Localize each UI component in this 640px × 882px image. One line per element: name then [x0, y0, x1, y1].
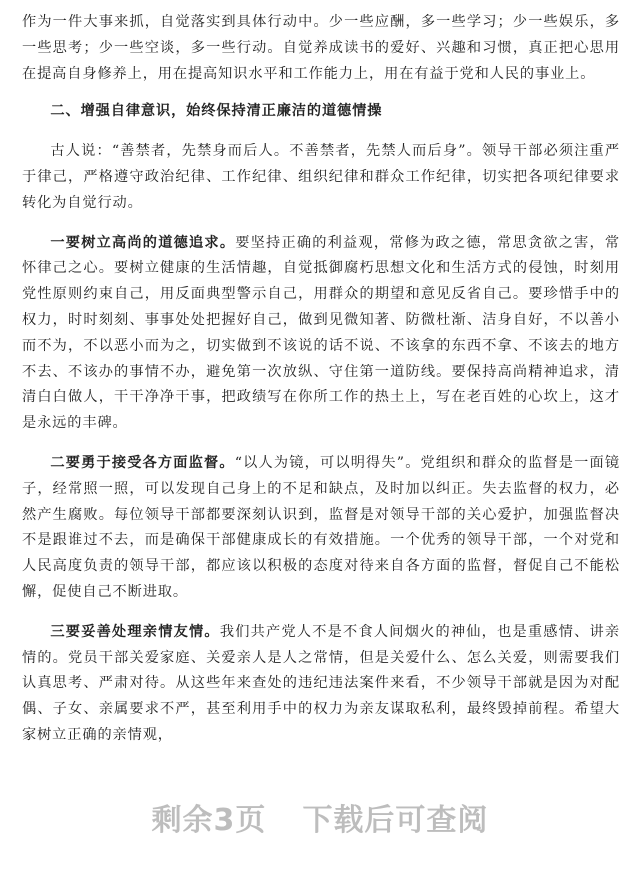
paragraph-body-supervision: “以人为镜，可以明得失”。党组织和群众的监督是一面镜子，经常照一照，可以发现自己身上的不足和缺点，及时加以纠正。失去监督的权力，必然产生腐败。每位领导干部都要深刻认识到，监督是对领导干部的关心爱护，加强监督决不是跟谁过不去，而是确保干部健康成长的有效措施。一个优秀的领导干部，一个对党和人民高度负责的领导干部，都应该以积极的态度对待来自各方面的监督，督促自己不能松懈，促使自己不断进取。 — [22, 454, 620, 600]
paragraph-moral-pursuit — [22, 231, 620, 437]
paragraph-study: 作为一件大事来抓，自觉落实到具体行动中。少一些应酬，多一些学习；少一些娱乐，多一些思考；少一些空谈，多一些行动。自觉养成读书的爱好、兴趣和习惯，真正把心思用在提高自身修养上，用在提高知识水平和工作能力上，用在有益于党和人民的事业上。 — [22, 14, 620, 82]
paragraph-body-family: 我们共产党人不是不食人间烟火的神仙，也是重感情、讲亲情的。党员干部关爱家庭、关爱亲人是人之常情，但是关爱什么、怎么关爱，则需要我们认真思考、严肃对待。从这些年来查处的违纪违法案件来看，不少领导干部就是因为对配偶、子女、亲属要求不严，甚至利用手中的权力为亲友谋取私利，最终毁掉前程。希望大家树立正确的亲情观， — [22, 623, 620, 743]
paragraph-ancient-saying: 古人说：“善禁者，先禁身而后人。不善禁者，先禁人而后身”。领导干部必须注重严于律己，严格遵守政治纪律、工作纪律、组织纪律和群众工作纪律，切实把各项纪律要求转化为自觉行动。 — [22, 143, 620, 211]
download-prompt-banner[interactable] — [0, 795, 640, 839]
remaining-pages-label: 剩余3页 — [151, 803, 267, 838]
paragraph-lead-family: 三要妥善处理亲情友情。 — [50, 623, 220, 640]
download-to-view-label: 下载后可查阅 — [302, 803, 489, 838]
paragraph-body-moral: 要坚持正确的利益观，常修为政之德，常思贪欲之害，常怀律己之心。要树立健康的生活情趣，自觉抵御腐朽思想文化和生活方式的侵蚀，时刻用党性原则约束自己，用反面典型警示自己，用群众的期望和意见反省自己。要珍惜手中的权力，时时刻刻、事事处处把握好自己，做到见微知著、防微杜渐、洁身自好，不以善小而不为，不以恶小而为之，切实做到不该说的话不说、不该拿的东西不拿、不该去的地方不去、不该办的事情不办，避免第一次放纵、守住第一道防线。要保持高尚精神追求，清清白白做人，干干净净干事，把政绩写在你所工作的热土上，写在老百姓的心坎上，这才是永远的丰碑。 — [22, 234, 620, 432]
paragraph-lead-supervision: 二要勇于接受各方面监督。 — [50, 454, 235, 471]
paragraph-lead-moral: 一要树立高尚的道德追求。 — [50, 234, 236, 251]
document-body — [22, 10, 620, 763]
paragraph-supervision — [22, 451, 620, 606]
section-heading-self-discipline: 二、增强自律意识，始终保持清正廉洁的道德情操 — [50, 103, 383, 120]
paragraph-family-ties — [22, 620, 620, 749]
